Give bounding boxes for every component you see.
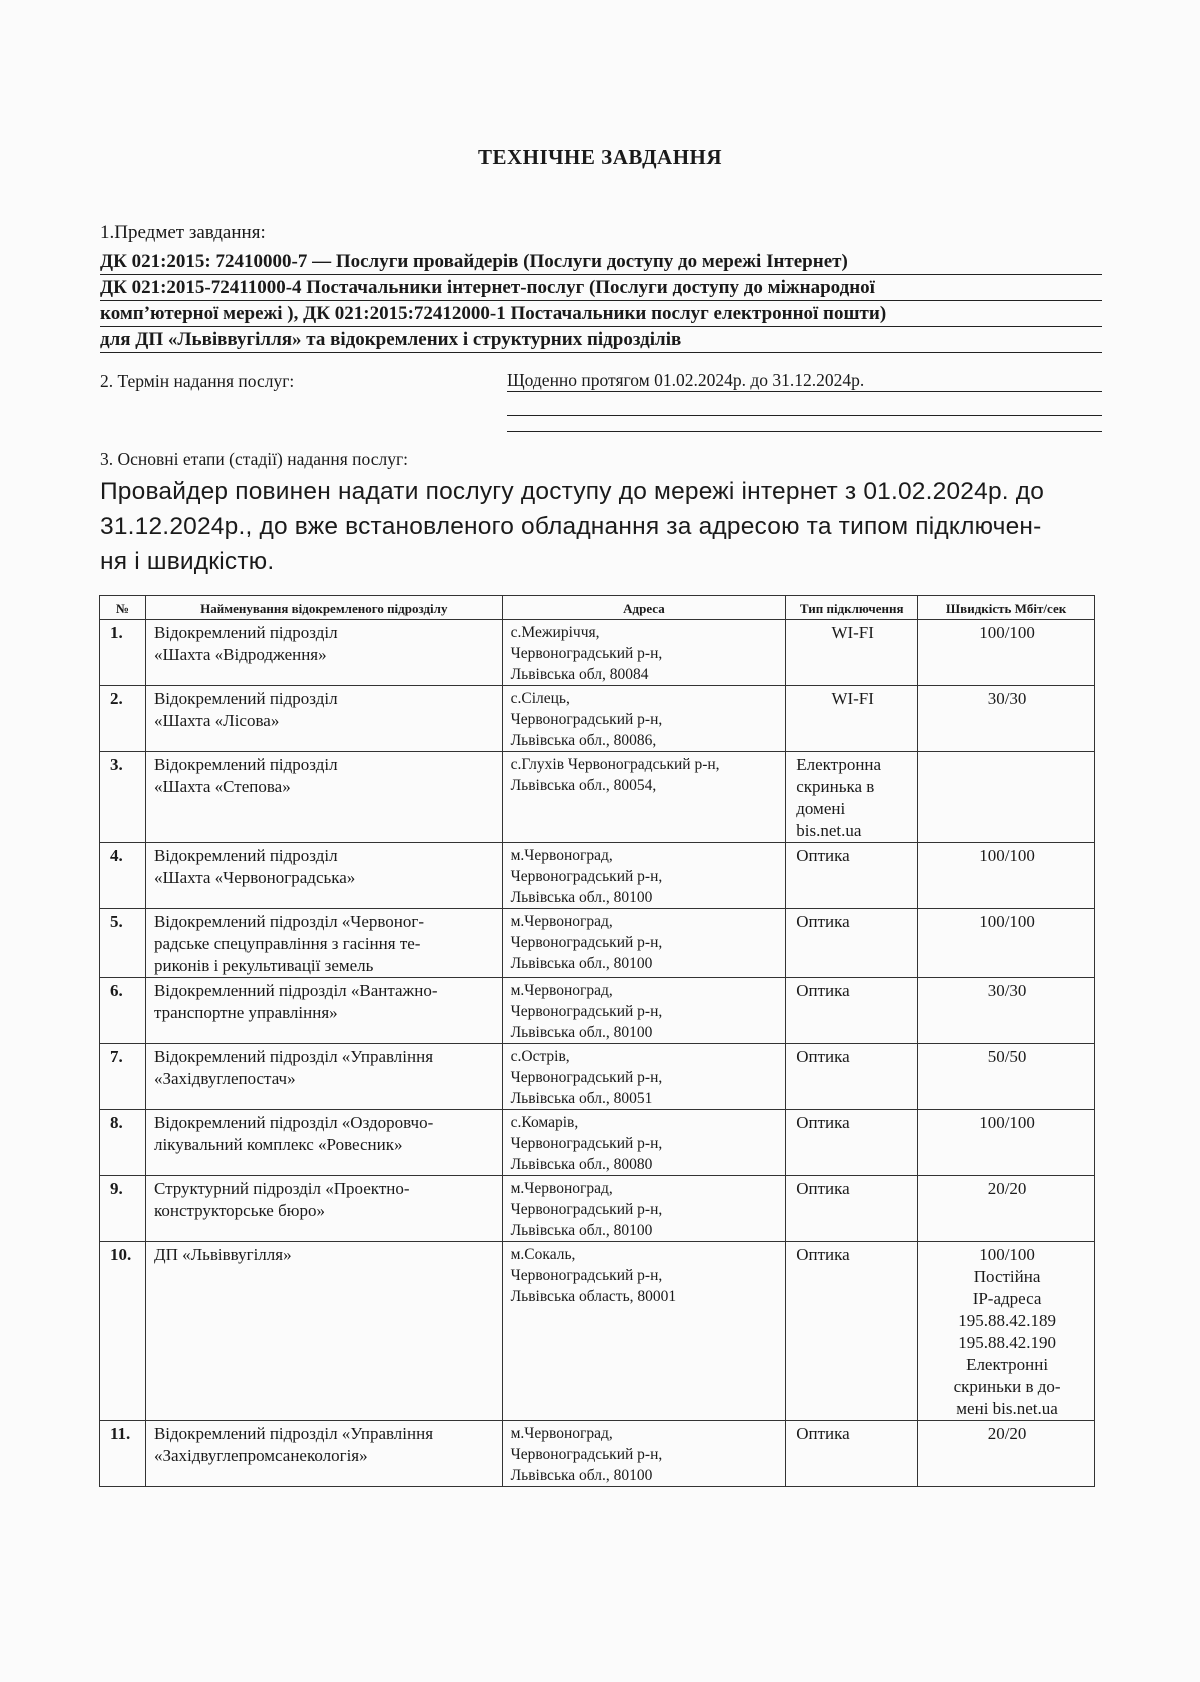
speed-line: мені bis.net.ua bbox=[956, 1399, 1058, 1418]
address-line: с.Глухів Червоноградський р-н, bbox=[510, 756, 720, 773]
subdivision-name-line: Структурний підрозділ «Проектно- bbox=[153, 1179, 410, 1198]
table-row bbox=[100, 843, 1095, 909]
table-row bbox=[100, 752, 1095, 843]
subdivision-name-line: радське спецуправління з гасіння те- bbox=[153, 934, 421, 953]
address-line: Львівська обл., 80080 bbox=[510, 1156, 653, 1173]
address-line: м.Червоноград, bbox=[510, 1425, 613, 1442]
subdivision-name-line: «Шахта «Відродження» bbox=[153, 645, 327, 664]
subdivision-name-line: «Західвуглепостач» bbox=[153, 1069, 296, 1088]
table-row bbox=[100, 1110, 1095, 1176]
address-line: Львівська обл., 80054, bbox=[510, 777, 657, 794]
connection-type bbox=[786, 909, 918, 978]
row-number: 11. bbox=[100, 1421, 146, 1487]
services-table bbox=[99, 595, 1095, 1487]
address-line: с.Сілець, bbox=[510, 690, 570, 707]
subdivision-name-line: «Західвуглепромсанекологія» bbox=[153, 1446, 368, 1465]
speed bbox=[918, 843, 1095, 909]
connection-type bbox=[786, 1176, 918, 1242]
connection-type-line: Оптика bbox=[796, 912, 850, 931]
row-number: 9. bbox=[100, 1176, 146, 1242]
connection-type-line: Оптика bbox=[796, 981, 850, 1000]
subdivision-name-line: «Шахта «Степова» bbox=[153, 777, 291, 796]
subdivision-name-line: Відокремленний підрозділ «Вантажно- bbox=[153, 981, 438, 1000]
header-name: Найменування відокремленого підрозділу bbox=[145, 596, 502, 620]
term-blank-line bbox=[507, 409, 1102, 432]
intro-line: 31.12.2024р., до вже встановленого обладнання за адресою та типом підключен- bbox=[100, 513, 1042, 540]
connection-type-line: WI-FI bbox=[831, 623, 874, 642]
row-number: 7. bbox=[100, 1044, 146, 1110]
subdivision-name bbox=[145, 1110, 502, 1176]
subdivision-name-line: «Шахта «Лісова» bbox=[153, 711, 280, 730]
address-line: м.Червоноград, bbox=[510, 913, 613, 930]
table-row bbox=[100, 978, 1095, 1044]
subdivision-name-line: Відокремлений підрозділ bbox=[153, 755, 338, 774]
table-row bbox=[100, 1242, 1095, 1421]
subdivision-name-line: конструкторське бюро» bbox=[153, 1201, 325, 1220]
speed-line: 195.88.42.190 bbox=[958, 1333, 1056, 1352]
address-line: Червоноградський р-н, bbox=[510, 868, 663, 885]
speed-line: 100/100 bbox=[979, 912, 1035, 931]
speed-line: скриньки в до- bbox=[953, 1377, 1061, 1396]
connection-type-line: Оптика bbox=[796, 1113, 850, 1132]
subdivision-name-line: транспортне управління» bbox=[153, 1003, 338, 1022]
connection-type bbox=[786, 686, 918, 752]
speed-line: Електронні bbox=[966, 1355, 1049, 1374]
subdivision-name bbox=[145, 1242, 502, 1421]
speed bbox=[918, 620, 1095, 686]
subdivision-name-line: ДП «Львіввугілля» bbox=[153, 1245, 292, 1264]
connection-type-line: bis.net.ua bbox=[796, 821, 862, 840]
subdivision-name-line: Відокремлений підрозділ bbox=[153, 846, 338, 865]
address-line: с.Острів, bbox=[510, 1048, 570, 1065]
address-line: с.Межиріччя, bbox=[510, 624, 600, 641]
speed bbox=[918, 1421, 1095, 1487]
subdivision-name-line: Відокремлений підрозділ «Управління bbox=[153, 1424, 434, 1443]
address-line: Червоноградський р-н, bbox=[510, 1201, 663, 1218]
connection-type bbox=[786, 978, 918, 1044]
subdivision-name bbox=[145, 620, 502, 686]
speed bbox=[918, 1044, 1095, 1110]
header-address: Адреса bbox=[502, 596, 786, 620]
connection-type-line: Електронна bbox=[796, 755, 882, 774]
subdivision-name bbox=[145, 1421, 502, 1487]
row-number: 6. bbox=[100, 978, 146, 1044]
address-line: м.Червоноград, bbox=[510, 1180, 613, 1197]
intro-line: Провайдер повинен надати послугу доступу до мережі інтернет з 01.02.2024р. до bbox=[100, 478, 1045, 505]
table-row bbox=[100, 1176, 1095, 1242]
row-number: 3. bbox=[100, 752, 146, 843]
table-row bbox=[100, 1044, 1095, 1110]
row-number: 4. bbox=[100, 843, 146, 909]
address bbox=[502, 843, 786, 909]
address-line: Львівська область, 80001 bbox=[510, 1288, 677, 1305]
header-type: Тип підключення bbox=[786, 596, 918, 620]
speed bbox=[918, 752, 1095, 843]
subdivision-name-line: риконів і рекультивації земель bbox=[153, 956, 374, 975]
connection-type-line: Оптика bbox=[796, 1047, 850, 1066]
subdivision-name bbox=[145, 686, 502, 752]
speed-line: 100/100 bbox=[979, 846, 1035, 865]
subdivision-name bbox=[145, 1044, 502, 1110]
subdivision-name bbox=[145, 978, 502, 1044]
speed-line: IP-адреса bbox=[972, 1289, 1042, 1308]
speed-line: 195.88.42.189 bbox=[958, 1311, 1056, 1330]
subject-heading: 1.Предмет завдання: bbox=[100, 222, 266, 243]
address-line: Червоноградський р-н, bbox=[510, 645, 663, 662]
subdivision-name-line: Відокремлений підрозділ bbox=[153, 623, 338, 642]
subdivision-name bbox=[145, 752, 502, 843]
speed-line: 30/30 bbox=[987, 981, 1027, 1000]
subdivision-name bbox=[145, 843, 502, 909]
stages-heading: 3. Основні етапи (стадії) надання послуг: bbox=[100, 449, 409, 469]
subject-line: ДК 021:2015: 72410000-7 — Послуги провайдерів (Послуги доступу до мережі Інтернет) bbox=[100, 250, 1102, 275]
row-number: 10. bbox=[100, 1242, 146, 1421]
address-line: Львівська обл., 80051 bbox=[510, 1090, 653, 1107]
speed-line: 50/50 bbox=[987, 1047, 1027, 1066]
connection-type-line: WI-FI bbox=[831, 689, 874, 708]
address bbox=[502, 909, 786, 978]
connection-type bbox=[786, 1044, 918, 1110]
connection-type bbox=[786, 1110, 918, 1176]
address bbox=[502, 686, 786, 752]
address-line: Львівська обл., 80086, bbox=[510, 732, 657, 749]
subdivision-name-line: Відокремлений підрозділ «Управління bbox=[153, 1047, 434, 1066]
speed-line: 100/100 bbox=[979, 623, 1035, 642]
address bbox=[502, 1044, 786, 1110]
connection-type-line: домені bbox=[796, 799, 846, 818]
address bbox=[502, 620, 786, 686]
connection-type-line: Оптика bbox=[796, 1179, 850, 1198]
address-line: Червоноградський р-н, bbox=[510, 934, 663, 951]
address-line: Львівська обл., 80100 bbox=[510, 955, 653, 972]
address-line: Червоноградський р-н, bbox=[510, 1069, 663, 1086]
speed bbox=[918, 909, 1095, 978]
address-line: Львівська обл., 80100 bbox=[510, 889, 653, 906]
term-label: 2. Термін надання послуг: bbox=[100, 371, 295, 391]
speed bbox=[918, 1242, 1095, 1421]
connection-type bbox=[786, 752, 918, 843]
address-line: м.Сокаль, bbox=[510, 1246, 576, 1263]
document-title: ТЕХНІЧНЕ ЗАВДАННЯ bbox=[477, 145, 723, 169]
address bbox=[502, 1242, 786, 1421]
address-line: с.Комарів, bbox=[510, 1114, 579, 1131]
term-value: Щоденно протягом 01.02.2024р. до 31.12.2024р. bbox=[507, 369, 1102, 392]
address-line: Червоноградський р-н, bbox=[510, 1135, 663, 1152]
subdivision-name-line: «Шахта «Червоноградська» bbox=[153, 868, 356, 887]
speed bbox=[918, 978, 1095, 1044]
connection-type bbox=[786, 1421, 918, 1487]
address bbox=[502, 1176, 786, 1242]
address bbox=[502, 1421, 786, 1487]
table-body bbox=[100, 620, 1095, 1487]
address-line: Червоноградський р-н, bbox=[510, 1267, 663, 1284]
table-row bbox=[100, 909, 1095, 978]
connection-type bbox=[786, 620, 918, 686]
speed bbox=[918, 1110, 1095, 1176]
speed-line: Постійна bbox=[973, 1267, 1041, 1286]
subdivision-name-line: Відокремлений підрозділ «Оздоровчо- bbox=[153, 1113, 434, 1132]
connection-type bbox=[786, 1242, 918, 1421]
connection-type bbox=[786, 843, 918, 909]
row-number: 1. bbox=[100, 620, 146, 686]
address-line: Львівська обл., 80100 bbox=[510, 1467, 653, 1484]
subdivision-name bbox=[145, 1176, 502, 1242]
header-speed: Швидкість Мбіт/сек bbox=[918, 596, 1095, 620]
intro-paragraph bbox=[100, 474, 1100, 579]
connection-type-line: Оптика bbox=[796, 1424, 850, 1443]
table-row bbox=[100, 620, 1095, 686]
row-number: 8. bbox=[100, 1110, 146, 1176]
speed bbox=[918, 1176, 1095, 1242]
connection-type-line: Оптика bbox=[796, 1245, 850, 1264]
connection-type-line: Оптика bbox=[796, 846, 850, 865]
address-line: м.Червоноград, bbox=[510, 982, 613, 999]
subdivision-name-line: Відокремлений підрозділ bbox=[153, 689, 338, 708]
table-row bbox=[100, 1421, 1095, 1487]
speed-line: 100/100 bbox=[979, 1113, 1035, 1132]
table-header-row bbox=[100, 596, 1095, 620]
subdivision-name bbox=[145, 909, 502, 978]
subject-line: комп’ютерної мережі ), ДК 021:2015:72412000-1 Постачальники послуг електронної пошти) bbox=[100, 302, 1102, 327]
speed-line: 20/20 bbox=[987, 1424, 1027, 1443]
address-line: Червоноградський р-н, bbox=[510, 711, 663, 728]
subject-line: для ДП «Львіввугілля» та відокремлених і структурних підрозділів bbox=[100, 328, 1102, 353]
address bbox=[502, 1110, 786, 1176]
speed-line: 30/30 bbox=[987, 689, 1027, 708]
address-line: Львівська обл., 80100 bbox=[510, 1024, 653, 1041]
header-num: № bbox=[100, 596, 146, 620]
subject-line: ДК 021:2015-72411000-4 Постачальники інтернет-послуг (Послуги доступу до міжнародної bbox=[100, 276, 1102, 301]
speed-line: 20/20 bbox=[987, 1179, 1027, 1198]
address-line: Червоноградський р-н, bbox=[510, 1003, 663, 1020]
address bbox=[502, 752, 786, 843]
speed-line: 100/100 bbox=[979, 1245, 1035, 1264]
table-row bbox=[100, 686, 1095, 752]
intro-line: ня і швидкістю. bbox=[100, 548, 275, 575]
address-line: м.Червоноград, bbox=[510, 847, 613, 864]
row-number: 5. bbox=[100, 909, 146, 978]
connection-type-line: скринька в bbox=[796, 777, 875, 796]
address-line: Львівська обл, 80084 bbox=[510, 666, 649, 683]
row-number: 2. bbox=[100, 686, 146, 752]
address-line: Львівська обл., 80100 bbox=[510, 1222, 653, 1239]
address-line: Червоноградський р-н, bbox=[510, 1446, 663, 1463]
speed bbox=[918, 686, 1095, 752]
address bbox=[502, 978, 786, 1044]
subdivision-name-line: Відокремлений підрозділ «Червоног- bbox=[153, 912, 425, 931]
subdivision-name-line: лікувальний комплекс «Ровесник» bbox=[153, 1135, 403, 1154]
